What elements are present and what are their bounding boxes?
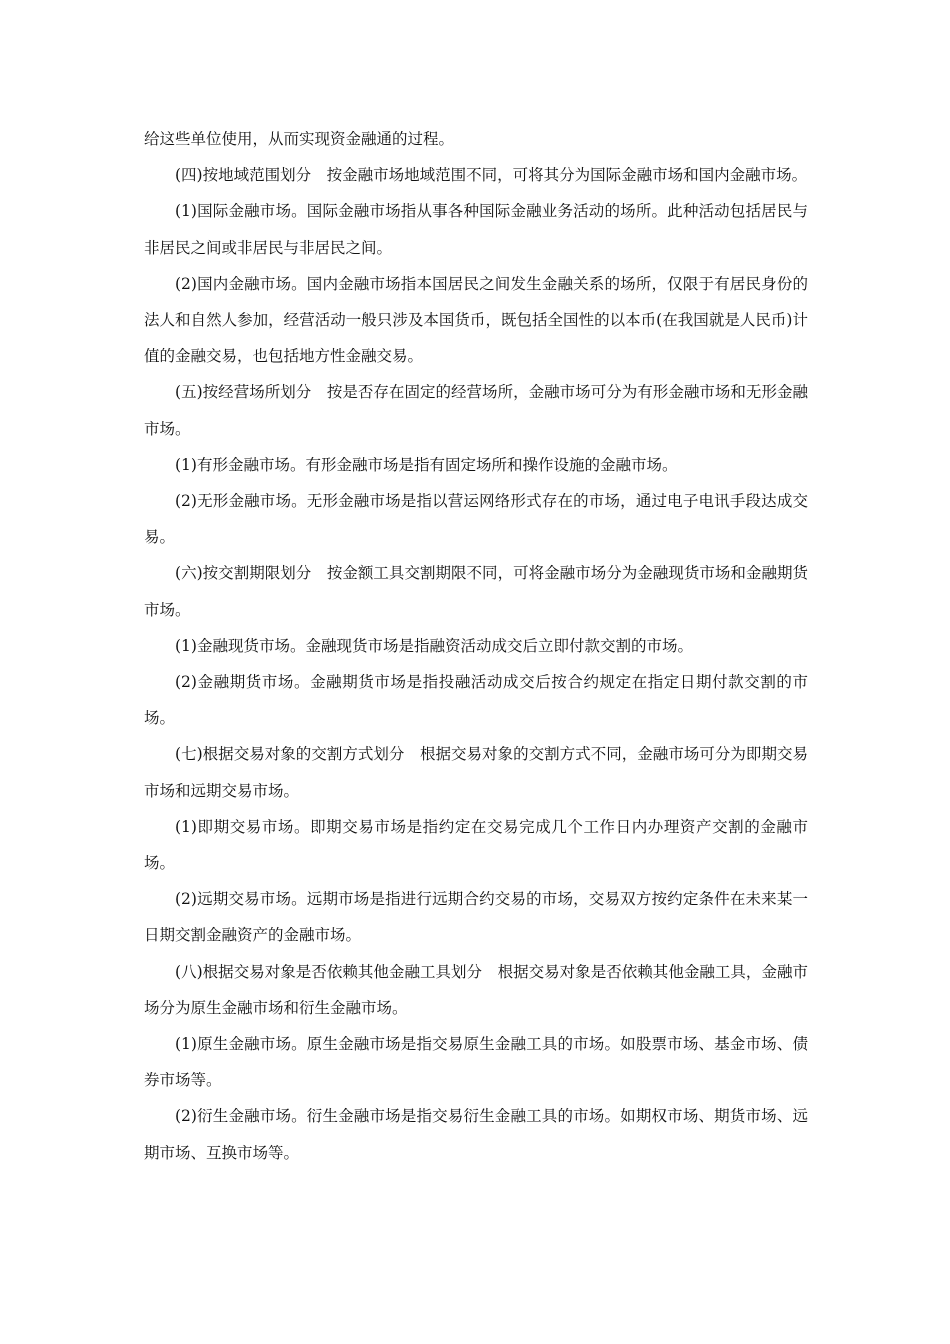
paragraph-continuation: 给这些单位使用，从而实现资金融通的过程。 — [144, 130, 455, 148]
paragraph-section-5-heading: (五)按经营场所划分 按是否存在固定的经营场所，金融市场可分为有形金融市场和无形金融市场。 — [144, 383, 808, 438]
paragraph-intangible-market: (2)无形金融市场。无形金融市场是指以营运网络形式存在的市场，通过电子电讯手段达成交易。 — [144, 492, 808, 547]
paragraph-international-market: (1)国际金融市场。国际金融市场指从事各种国际金融业务活动的场所。此种活动包括居民与非居民之间或非居民与非居民之间。 — [144, 202, 808, 257]
paragraph-section-7-heading: (七)根据交易对象的交割方式划分 根据交易对象的交割方式不同，金融市场可分为即期交易市场和远期交易市场。 — [144, 745, 808, 800]
paragraph-tangible-market: (1)有形金融市场。有形金融市场是指有固定场所和操作设施的金融市场。 — [175, 455, 678, 474]
paragraph-domestic-market: (2)国内金融市场。国内金融市场指本国居民之间发生金融关系的场所，仅限于有居民身份的法人和自然人参加，经营活动一般只涉及本国货币，既包括全国性的以本币(在我国就是人民币)计值的金融交易，也包括地方性金融交易。 — [144, 274, 808, 366]
document-body — [144, 121, 808, 1171]
paragraph-forward-market: (2)远期交易市场。远期市场是指进行远期合约交易的市场，交易双方按约定条件在未来某一日期交割金融资产的金融市场。 — [144, 890, 808, 945]
paragraph-spot-market: (1)金融现货市场。金融现货市场是指融资活动成交后立即付款交割的市场。 — [175, 636, 693, 655]
paragraph-primary-market: (1)原生金融市场。原生金融市场是指交易原生金融工具的市场。如股票市场、基金市场、债券市场等。 — [144, 1035, 808, 1090]
paragraph-immediate-market: (1)即期交易市场。即期交易市场是指约定在交易完成几个工作日内办理资产交割的金融市场。 — [144, 817, 808, 873]
paragraph-section-8-heading: (八)根据交易对象是否依赖其他金融工具划分 根据交易对象是否依赖其他金融工具，金融市场分为原生金融市场和衍生金融市场。 — [144, 962, 808, 1017]
paragraph-section-6-heading: (六)按交割期限划分 按金额工具交割期限不同，可将金融市场分为金融现货市场和金融期货市场。 — [144, 564, 808, 619]
paragraph-futures-market: (2)金融期货市场。金融期货市场是指投融活动成交后按合约规定在指定日期付款交割的市场。 — [144, 673, 808, 728]
paragraph-section-4-heading: (四)按地域范围划分 按金融市场地域范围不同，可将其分为国际金融市场和国内金融市场。 — [175, 166, 808, 185]
paragraph-derivative-market: (2)衍生金融市场。衍生金融市场是指交易衍生金融工具的市场。如期权市场、期货市场、远期市场、互换市场等。 — [144, 1107, 808, 1162]
